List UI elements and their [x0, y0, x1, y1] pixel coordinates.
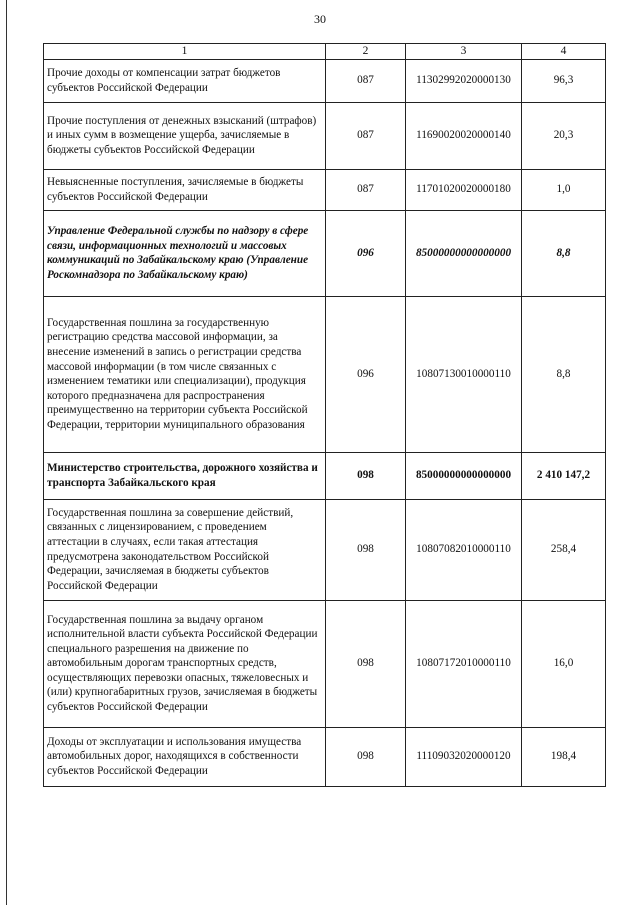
- table-row: [44, 296, 606, 452]
- budget-classification-code: 85000000000000000: [406, 452, 522, 499]
- budget-classification-code: 11302992020000130: [406, 59, 522, 102]
- admin-code: 087: [326, 59, 406, 102]
- amount: 1,0: [522, 169, 606, 210]
- amount: 198,4: [522, 727, 606, 786]
- column-header: 1: [44, 44, 326, 60]
- table-row: [44, 59, 606, 102]
- administrator-name: Министерство строительства, дорожного хозяйства и транспорта Забайкальского края: [44, 452, 326, 499]
- revenue-table: [43, 43, 606, 787]
- column-header: 3: [406, 44, 522, 60]
- budget-classification-code: 10807130010000110: [406, 296, 522, 452]
- budget-classification-code: 11690020020000140: [406, 102, 522, 169]
- table-row-administrator: [44, 210, 606, 296]
- admin-code: 098: [326, 499, 406, 600]
- column-header: 2: [326, 44, 406, 60]
- admin-code: 087: [326, 102, 406, 169]
- revenue-name: Государственная пошлина за государственную регистрацию средства массовой информации, за внесение изменений в запись о регистрации средства массовой информации (в том числе связанных с изменением тематики или специализации), продукция которого предназначена для распространения преимущественно на территории субъекта Российской Федерации, территории муниципального образования: [44, 296, 326, 452]
- table-row: [44, 169, 606, 210]
- admin-code: 096: [326, 296, 406, 452]
- revenue-name: Прочие поступления от денежных взысканий (штрафов) и иных сумм в возмещение ущерба, зачисляемые в бюджеты субъектов Российской Федерации: [44, 102, 326, 169]
- revenue-name: Прочие доходы от компенсации затрат бюджетов субъектов Российской Федерации: [44, 59, 326, 102]
- page-left-border: [6, 0, 7, 905]
- table-row-administrator: [44, 452, 606, 499]
- budget-classification-code: 11701020020000180: [406, 169, 522, 210]
- budget-classification-code: 10807082010000110: [406, 499, 522, 600]
- amount: 16,0: [522, 600, 606, 727]
- budget-classification-code: 10807172010000110: [406, 600, 522, 727]
- budget-classification-code: 85000000000000000: [406, 210, 522, 296]
- amount: 2 410 147,2: [522, 452, 606, 499]
- table-row: [44, 499, 606, 600]
- page-number: 30: [314, 12, 326, 26]
- amount: 20,3: [522, 102, 606, 169]
- amount: 8,8: [522, 210, 606, 296]
- revenue-name: Невыясненные поступления, зачисляемые в бюджеты субъектов Российской Федерации: [44, 169, 326, 210]
- admin-code: 098: [326, 727, 406, 786]
- admin-code: 098: [326, 600, 406, 727]
- admin-code: 087: [326, 169, 406, 210]
- administrator-name: Управление Федеральной службы по надзору в сфере связи, информационных технологий и массовых коммуникаций по Забайкальскому краю (Управление Роскомнадзора по Забайкальскому краю): [44, 210, 326, 296]
- amount: 8,8: [522, 296, 606, 452]
- admin-code: 098: [326, 452, 406, 499]
- table-row: [44, 600, 606, 727]
- revenue-name: Государственная пошлина за совершение действий, связанных с лицензированием, с проведением аттестации в случаях, если такая аттестация предусмотрена законодательством Российской Федерации, зачисляемая в бюджеты субъектов Российской Федерации: [44, 499, 326, 600]
- table-row: [44, 102, 606, 169]
- amount: 96,3: [522, 59, 606, 102]
- admin-code: 096: [326, 210, 406, 296]
- revenue-name: Государственная пошлина за выдачу органом исполнительной власти субъекта Российской Федерации специального разрешения на движение по автомобильным дорогам транспортных средств, осуществляющих перевозки опасных, тяжеловесных и (или) крупногабаритных грузов, зачисляемая в бюджеты субъектов Российской Федерации: [44, 600, 326, 727]
- table-header-row: [44, 44, 606, 60]
- revenue-name: Доходы от эксплуатации и использования имущества автомобильных дорог, находящихся в собственности субъектов Российской Федерации: [44, 727, 326, 786]
- table-row: [44, 727, 606, 786]
- amount: 258,4: [522, 499, 606, 600]
- column-header: 4: [522, 44, 606, 60]
- budget-classification-code: 11109032020000120: [406, 727, 522, 786]
